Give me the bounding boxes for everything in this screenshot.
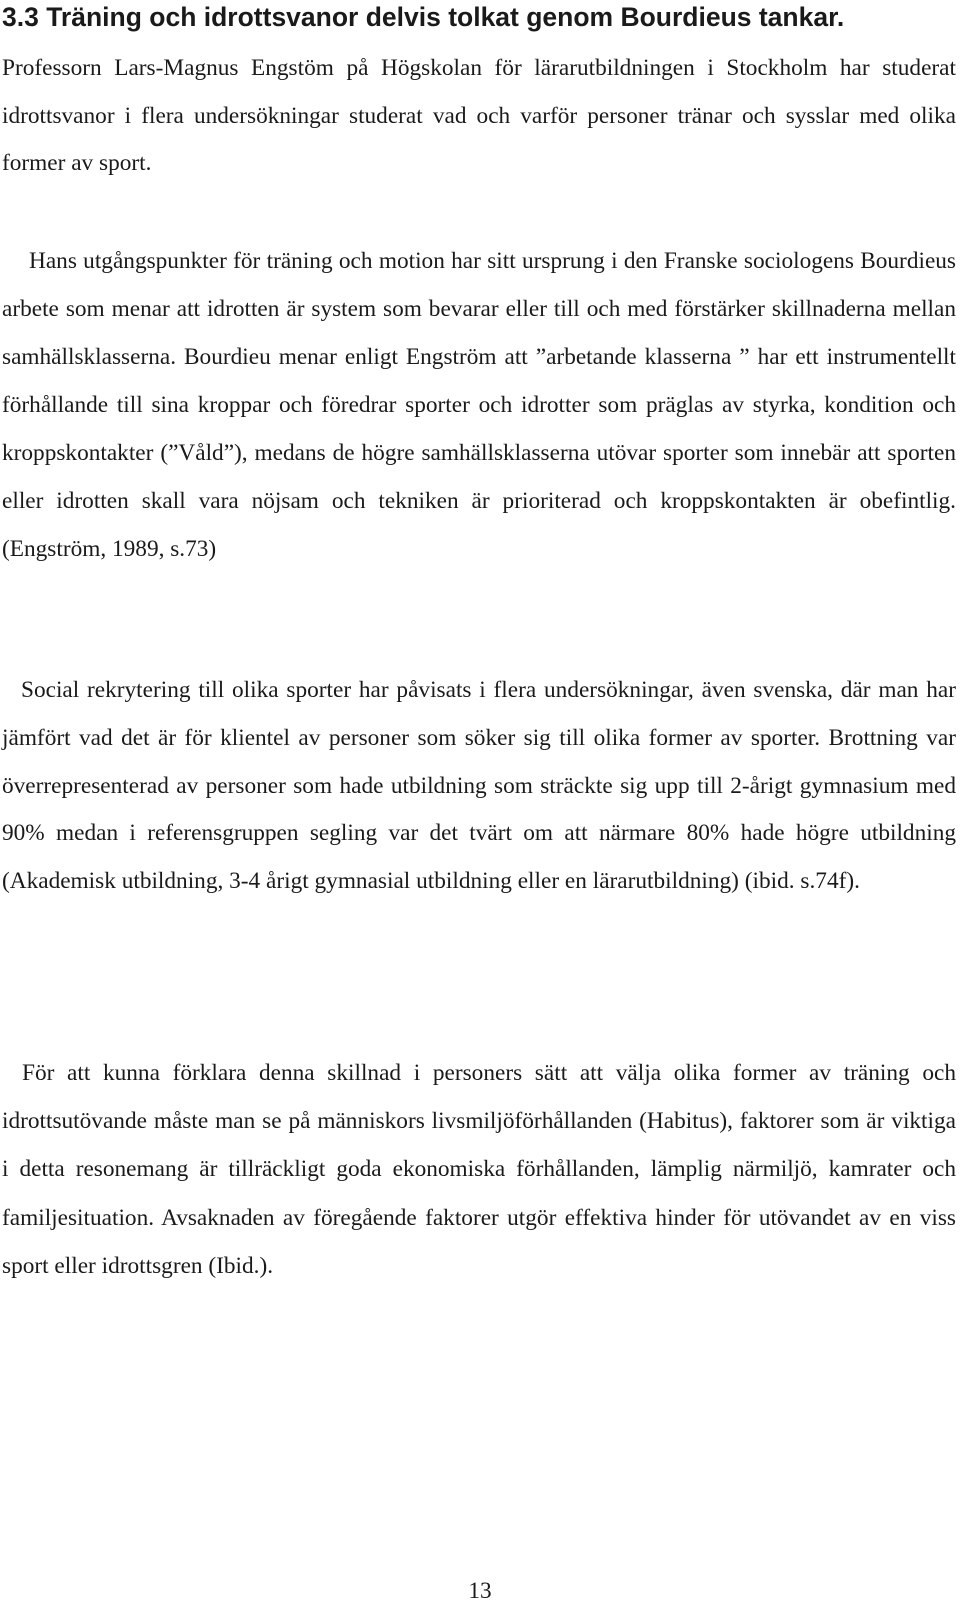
section-heading: 3.3 Träning och idrottsvanor delvis tolkat genom Bourdieus tankar. [2,2,845,32]
paragraph-intro: Professorn Lars-Magnus Engstöm på Högskolan för lärarutbildningen i Stockholm har studerat idrottsvanor i flera undersökningar studerat vad och varför personer tränar och sysslar med olika former av sport. [2,55,956,176]
paragraph-bourdieu: Hans utgångspunkter för träning och motion har sitt ursprung i den Franske sociologens Bourdieus arbete som menar att idrotten är system som bevarar eller till och med förstärker skillnaderna mellan samhällsklasserna. Bourdieu menar enligt Engström att ”arbetande klasserna ” har ett instrumentellt förhållande till sina kroppar och föredrar sporter och idrotter som präglas av styrka, kondition och kroppskontakter (”Våld”), medans de högre samhällsklasserna utövar sporter som innebär att sporten eller idrotten skall vara nöjsam och tekniken är prioriterad och kroppskontakten är obefintlig. (Engström, 1989, s.73) [2,248,956,562]
page-number: 13 [468,1578,492,1604]
paragraph-habitus: För att kunna förklara denna skillnad i personers sätt att välja olika former av träning och idrottsutövande måste man se på människors livsmiljöförhållanden (Habitus), faktorer som är viktiga i detta resonemang är tillräckligt goda ekonomiska förhållanden, lämplig närmiljö, kamrater och familjesituation. Avsaknaden av föregående faktorer utgör effektiva hinder för utövandet av en viss sport eller idrottsgren (Ibid.). [2,1060,956,1279]
paragraph-social-recruitment: Social rekrytering till olika sporter har påvisats i flera undersökningar, även svenska, där man har jämfört vad det är för klientel av personer som söker sig till olika former av sporter. Brottning var överrepresenterad av personer som hade utbildning som sträckte sig upp till 2-årigt gymnasium med 90% medan i referensgruppen segling var det tvärt om att närmare 80% hade högre utbildning (Akademisk utbildning, 3-4 årigt gymnasial utbildning eller en lärarutbildning) (ibid. s.74f). [2,677,956,895]
